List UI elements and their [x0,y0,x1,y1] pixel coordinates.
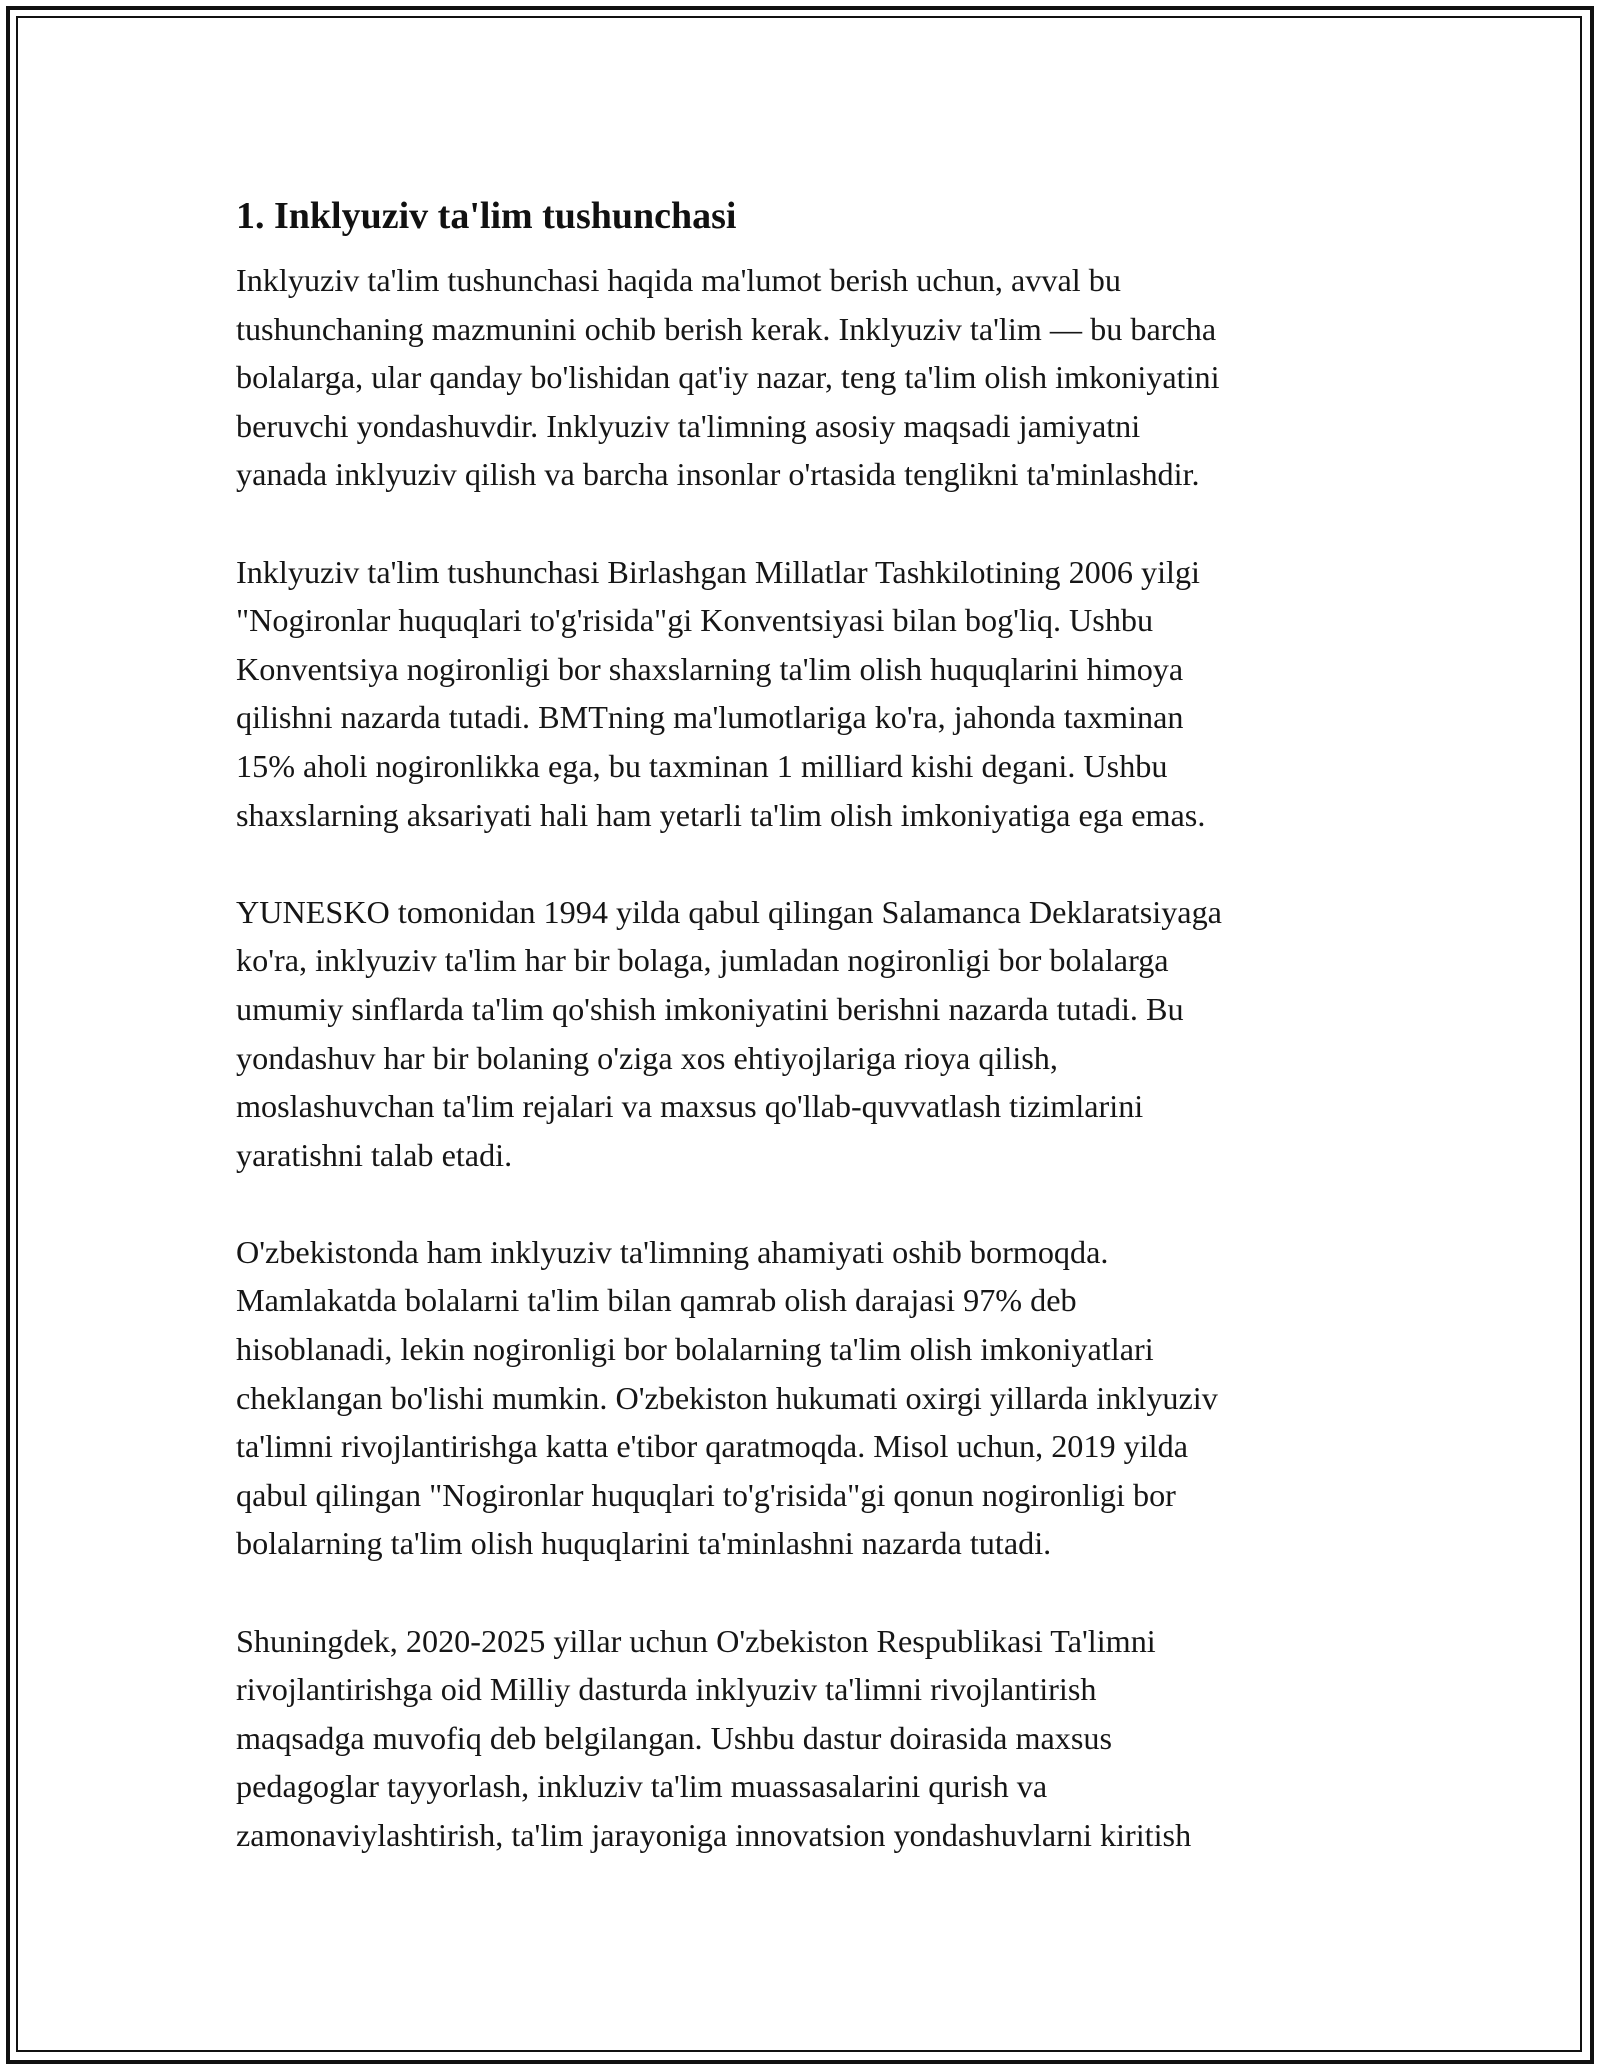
text-line: bolalarning ta'lim olish huquqlarini ta'minlashni nazarda tutadi. [236,1525,1052,1562]
paragraph-un-convention [236,548,1396,840]
text-line: yondashuv har bir bolaning o'ziga xos ehtiyojlariga rioya qilish, [236,1039,1058,1076]
text-line: Konventsiya nogironligi bor shaxslarning ta'lim olish huquqlarini himoya [236,650,1184,687]
text-line: maqsadga muvofiq deb belgilangan. Ushbu dastur doirasida maxsus [236,1719,1113,1756]
paragraph-definition [236,256,1396,499]
text-line: cheklangan bo'lishi mumkin. O'zbekiston hukumati oxirgi yillarda inklyuziv [236,1379,1218,1416]
text-line: hisoblanadi, lekin nogironligi bor bolalarning ta'lim olish imkoniyatlari [236,1331,1154,1368]
text-line: zamonaviylashtirish, ta'lim jarayoniga innovatsion yondashuvlarni kiritish [236,1817,1192,1853]
paragraph-salamanca [236,888,1396,1180]
paragraph-national-program [236,1617,1396,1860]
text-line: O'zbekistonda ham inklyuziv ta'limning ahamiyati oshib bormoqda. [236,1233,1109,1270]
text-line: Inklyuziv ta'lim tushunchasi Birlashgan Millatlar Tashkilotining 2006 yilgi [236,553,1201,590]
text-line: Inklyuziv ta'lim tushunchasi haqida ma'lumot berish uchun, avval bu [236,262,1121,298]
text-line: shaxslarning aksariyati hali ham yetarli ta'lim olish imkoniyatiga ega emas. [236,796,1206,833]
text-line: yanada inklyuziv qilish va barcha insonlar o'rtasida tenglikni ta'minlashdir. [236,456,1200,493]
text-line: bolalarga, ular qanday bo'lishidan qat'iy nazar, teng ta'lim olish imkoniyatini [236,359,1220,396]
document-body [236,186,1396,1860]
paragraph-uzbekistan [236,1228,1396,1568]
text-line: rivojlantirishga oid Milliy dasturda inklyuziv ta'limni rivojlantirish [236,1671,1097,1708]
text-line: qabul qilingan "Nogironlar huquqlari to'g'risida"gi qonun nogironligi bor [236,1476,1176,1513]
text-line: Mamlakatda bolalarni ta'lim bilan qamrab olish darajasi 97% deb [236,1282,1077,1319]
text-line: ta'limni rivojlantirishga katta e'tibor qaratmoqda. Misol uchun, 2019 yilda [236,1428,1188,1465]
text-line: 15% aholi nogironlikka ega, bu taxminan 1 milliard kishi degani. Ushbu [236,747,1168,784]
text-line: umumiy sinflarda ta'lim qo'shish imkoniyatini berishni nazarda tutadi. Bu [236,990,1184,1027]
section-heading: 1. Inklyuziv ta'lim tushunchasi [236,195,737,237]
text-line: ko'ra, inklyuziv ta'lim har bir bolaga, jumladan nogironligi bor bolalarga [236,942,1169,979]
text-line: beruvchi yondashuvdir. Inklyuziv ta'limning asosiy maqsadi jamiyatni [236,407,1141,444]
text-line: yaratishni talab etadi. [236,1136,513,1173]
text-line: Shuningdek, 2020-2025 yillar uchun O'zbekiston Respublikasi Ta'limni [236,1622,1156,1659]
text-line: qilishni nazarda tutadi. BMTning ma'lumotlariga ko'ra, jahonda taxminan [236,699,1184,736]
text-line: moslashuvchan ta'lim rejalari va maxsus qo'llab-quvvatlash tizimlarini [236,1088,1144,1125]
text-line: YUNESKO tomonidan 1994 yilda qabul qilingan Salamanca Deklaratsiyaga [236,893,1222,930]
text-line: pedagoglar tayyorlash, inkluziv ta'lim muassasalarini qurish va [236,1768,1048,1805]
text-line: tushunchaning mazmunini ochib berish kerak. Inklyuziv ta'lim — bu barcha [236,310,1217,347]
text-line: "Nogironlar huquqlari to'g'risida"gi Konventsiyasi bilan bog'liq. Ushbu [236,602,1154,639]
